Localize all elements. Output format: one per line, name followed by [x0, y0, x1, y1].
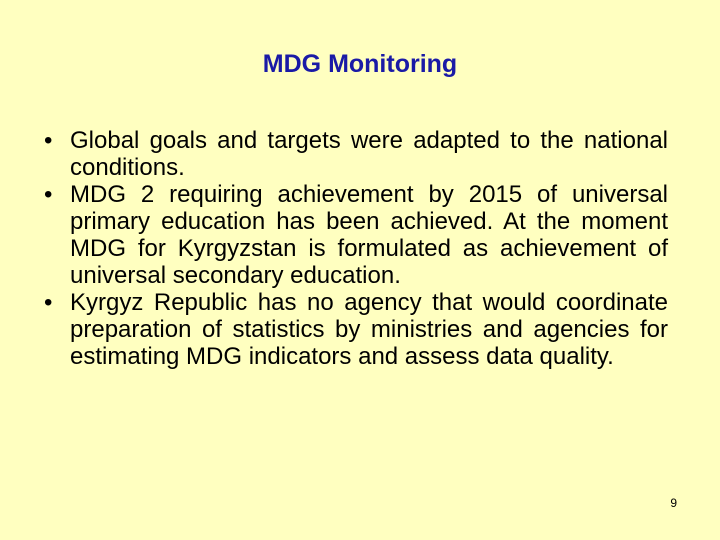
bullet-text: MDG 2 requiring achievement by 2015 of universal primary education has been achieved. At the moment MDG for Kyrgyzstan is formulated as achievement of universal secondary education. — [70, 181, 668, 289]
bullet-item-3 — [44, 289, 668, 370]
bullet-list — [44, 127, 668, 370]
bullet-marker: • — [44, 289, 53, 316]
bullet-marker: • — [44, 127, 53, 154]
bullet-item-1 — [44, 127, 668, 181]
page-number: 9 — [670, 496, 677, 510]
bullet-marker: • — [44, 181, 53, 208]
bullet-text: Global goals and targets were adapted to the national conditions. — [70, 127, 668, 181]
slide-title: MDG Monitoring — [262, 50, 458, 78]
bullet-text: Kyrgyz Republic has no agency that would coordinate preparation of statistics by ministries and agencies for estimating MDG indicators and assess data quality. — [70, 289, 668, 370]
bullet-item-2 — [44, 181, 668, 289]
